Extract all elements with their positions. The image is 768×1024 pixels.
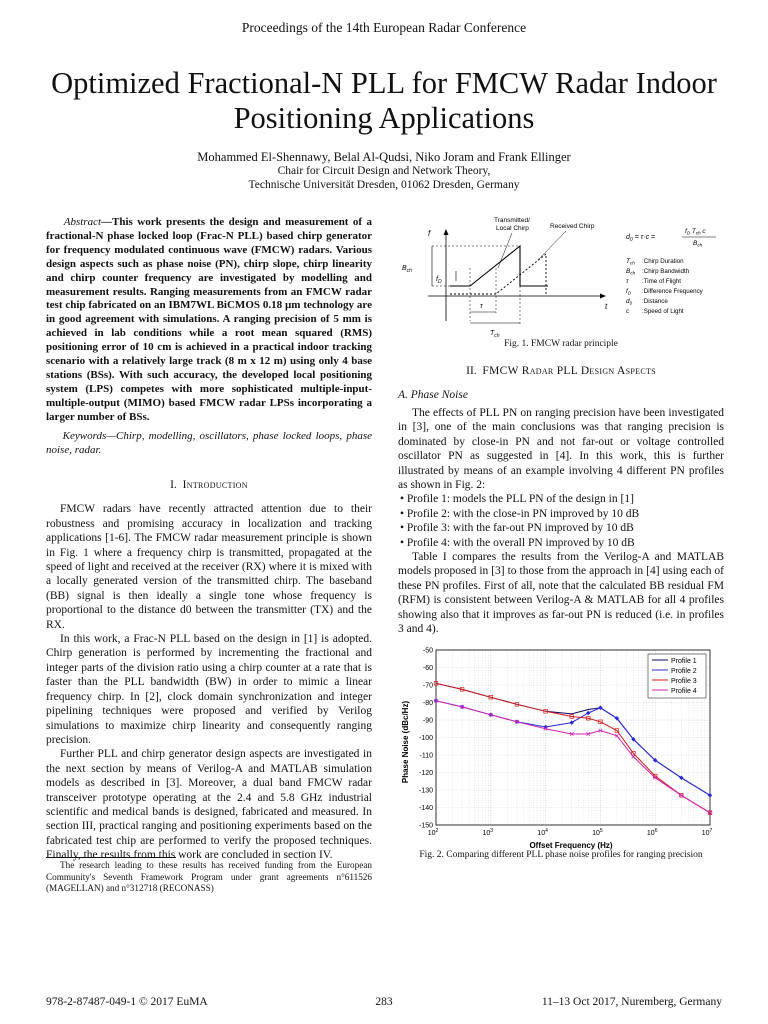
footnote: The research leading to these results has received funding from the European Community's Seventh Framework Program under grant agreements n°611526 (MAGELLAN) and n°312718 (RECONASS) — [46, 860, 372, 894]
fig1-equation: $d_0 = \tau\cdot c$ = — [626, 234, 656, 243]
fig1-y-arrow — [444, 229, 449, 235]
footer-isbn: 978-2-87487-049-1 © 2017 EuMA — [46, 996, 208, 1008]
footer-page-number: 283 — [375, 996, 393, 1008]
fig1-legend — [626, 258, 704, 315]
list-item: • Profile 1: models the PLL PN of the design in [1] — [400, 493, 634, 506]
chart-legend-entry: Profile 4 — [671, 688, 697, 695]
phase-noise-chart — [398, 642, 724, 852]
chart-series-line-3 — [436, 683, 710, 813]
pn-paragraph-2: Table I compares the results from the Verilog-A and MATLAB models proposed in [3] to those from the approach in [4] using each of these PN profiles. First of all, note that the calculated BB residual FM (RFM) is consistent between Verilog-A & MATLAB for all 4 profiles showing also that it improves as far-out PN is reduced (i.e. in profiles 3 and 4). — [398, 551, 724, 636]
fig1-legend-text: :Chirp Duration — [642, 258, 684, 265]
fig1-legend-text: :Distance — [642, 298, 668, 305]
chart-y-tick-label: -150 — [418, 822, 433, 830]
fig1-legend-symbol: $B_{ch}$ — [626, 268, 636, 276]
chart-point — [586, 711, 590, 715]
chart-series-line-1 — [436, 683, 710, 795]
chart-y-tick-label: -80 — [422, 700, 433, 707]
subsection-phase-noise: A. Phase Noise — [398, 389, 468, 401]
fig1-x-arrow — [600, 294, 606, 299]
fig1-tau-label: τ — [480, 303, 483, 310]
fig1-tx-label-2: Local Chirp — [496, 225, 529, 232]
paper-authors: Mohammed El-Shennawy, Belal Al-Qudsi, Niko Joram and Frank Ellinger — [197, 150, 571, 164]
fig1-legend-symbol: $d_0$ — [626, 298, 633, 306]
chart-x-tick-label: $10^4$ — [537, 828, 548, 837]
chart-y-tick-label: -50 — [422, 647, 433, 655]
footer-date: 11–13 Oct 2017, Nuremberg, Germany — [541, 996, 722, 1008]
footnote-rule — [46, 857, 176, 858]
chart-y-tick-label: -100 — [418, 735, 433, 742]
chart-y-tick-label: -70 — [422, 682, 433, 690]
fig1-axis-f: f — [428, 229, 431, 238]
fig1-tch-label: $T_{ch}$ — [490, 330, 500, 339]
intro-paragraph-2: In this work, a Frac-N PLL based on the design in [1] is adopted. Chirp generation is performed by incrementing the fractional and integer parts of the division ratio using a chirp counter at a rate that is faster than the PLL bandwidth (BW) in order to mimic a linear frequency chirp. In [2], clock domain synchronization and integer pipelining techniques were proposed and verified by Verilog simulations to maximize chirp linearity and consequently ranging precision. — [46, 633, 372, 746]
fig2-caption: Fig. 2. Comparing different PLL phase noise profiles for ranging precision — [419, 850, 703, 860]
fig1-legend-text: :Time of Flight — [642, 278, 681, 285]
chart-y-axis-label: Phase Noise (dBc/Hz) — [401, 700, 410, 784]
fig1-legend-symbol: $T_{ch}$ — [626, 258, 635, 266]
fig1-tx-pointer — [498, 233, 512, 268]
affiliation-line-2: Technische Universität Dresden, 01062 Dresden, Germany — [248, 179, 520, 191]
fig1-caption: Fig. 1. FMCW radar principle — [504, 339, 618, 349]
chart-point — [570, 720, 574, 724]
abstract-text: —This work presents the design and measurement of a fractional-N phase locked loop (Frac-N PLL) based chirp generator for frequency modulated continuous wave (FMCW) radars. Various design aspects such as phase noise (PN), chirp slope, chirp linearity and chirp counter frequency are investigated by modelling and measurement results. Ranging measurements from an FMCW radar test chip fabricated on an IBM7WL BiCMOS 0.18 µm technology are in good agreement with simulations. A ranging precision of 5 mm is achieved in lab conditions while a root mean squared (RMS) positioning error of 10 cm is achieved in a practical indoor tracking scenario with a relatively large track (8 m x 12 m) using only 4 base stations (BSs). With such accuracy, the developed local positioning system (LPS) competes with more sophisticated multiple-input-multiple-output (MIMO) based FMCW radar LPSs incorporating a larger number of BSs. — [46, 216, 373, 423]
chart-series-line-4 — [436, 701, 710, 813]
pn-profile-list — [398, 492, 724, 550]
chart-legend-entry: Profile 1 — [671, 658, 697, 665]
paper-title: Optimized Fractional-N PLL for FMCW Radar Indoor Positioning Applications — [51, 66, 717, 135]
fig1-legend-symbol: τ — [626, 278, 629, 285]
fig1-legend-text: :Difference Frequency — [642, 288, 703, 295]
keywords-label: Keywords — [62, 430, 107, 442]
fig1-legend-symbol: c — [626, 308, 630, 315]
keywords — [46, 430, 372, 458]
fig1-legend-symbol: $f_D$ — [626, 288, 632, 296]
intro-paragraph-1: FMCW radars have recently attracted attention due to their robustness and promising accuracy in localization and tracking applications [1-6]. The FMCW radar measurement principle is shown in Fig. 1 where a frequency chirp is transmitted, propagated at the speed of light and received at the receiver (RX) where it is mixed with a locally generated version of the transmitted chirp. The baseband (BB) signal is then ideally a single tone whose frequency is proportional to the distance d0 between the transmitter (TX) and the RX. — [46, 503, 372, 631]
received-chirp-line — [450, 254, 546, 294]
paper-affiliation — [0, 164, 768, 192]
fig1-equation-denominator: $B_{ch}$ — [693, 240, 703, 248]
chart-legend-entry: Profile 2 — [671, 668, 697, 675]
fig1-legend-text: :Speed of Light — [642, 308, 684, 315]
chart-x-tick-label: $10^7$ — [701, 828, 713, 837]
introduction-section — [46, 478, 372, 863]
abstract-label: Abstract — [63, 216, 102, 228]
fig1-rx-label: Received Chirp — [550, 223, 595, 230]
chart-x-tick-label: $10^6$ — [646, 828, 658, 837]
phase-noise-section — [398, 406, 724, 637]
keywords-text: —Chirp, modelling, oscillators, phase locked loops, phase noise, radar. — [46, 430, 372, 456]
fig1-rx-pointer — [538, 231, 566, 260]
chart-point — [680, 793, 684, 797]
chart-y-tick-label: -130 — [418, 787, 433, 795]
fig1-equation-numerator: $f_D$ $T_{ch}$ c — [685, 228, 706, 236]
list-item: • Profile 2: with the close-in PN improved by 10 dB — [400, 507, 640, 520]
fmcw-principle-figure — [398, 213, 724, 351]
fig1-legend-text: :Chirp Bandwidth — [642, 268, 690, 275]
chart-y-tick-label: -60 — [422, 665, 433, 672]
pn-paragraph-1: The effects of PLL PN on ranging precision have been investigated in [3], one of the main conclusions was that ranging precision is dominated by close-in PN and not far-out or voltage controlled oscillator PN as suggested in [4]. In this work, this is further illustrated by means of an example involving 4 different PN profiles as shown in Fig. 2: — [398, 407, 724, 492]
fig1-tx-label: Transmitted/ — [494, 217, 530, 224]
chart-legend-entry: Profile 3 — [671, 678, 697, 685]
fig1-bw-label: $B_{ch}$ — [402, 265, 412, 274]
chart-x-axis-label: Offset Frequency (Hz) — [529, 841, 613, 850]
chart-y-tick-label: -120 — [418, 770, 433, 777]
chart-y-tick-label: -110 — [419, 752, 433, 760]
section-heading-introduction: I. Introduction — [170, 479, 248, 491]
affiliation-line-1: Chair for Circuit Design and Network Theory, — [277, 165, 491, 177]
abstract — [46, 216, 372, 425]
chart-y-tick-label: -140 — [418, 805, 433, 812]
chart-x-tick-label: $10^5$ — [592, 828, 603, 837]
list-item: • Profile 4: with the overall PN improved by 10 dB — [400, 536, 635, 549]
conference-header: Proceedings of the 14th European Radar Conference — [241, 20, 527, 35]
intro-paragraph-3: Further PLL and chirp generator design aspects are investigated in the next section by means of Verilog-A and MATLAB simulation models as described in [3]. Moreover, a dual band FMCW radar transceiver prototype operating at the 2.4 and 5.8 GHz industrial scientific and medical bands is designed, fabricated and measured. In section III, practical ranging and positioning experiments based on the fabricated test chip are performed to verify the proposed techniques. Finally, the results from this work are concluded in section IV. — [46, 748, 372, 862]
fig1-axis-t: t — [605, 302, 608, 311]
list-item: • Profile 3: with the far-out PN improved by 10 dB — [400, 522, 634, 535]
chart-x-tick-label: $10^3$ — [482, 828, 494, 837]
chart-point — [708, 793, 712, 797]
chart-x-tick-label: $10^2$ — [427, 828, 439, 837]
section-heading-pll-design: II. FMCW Radar PLL Design Aspects — [466, 365, 656, 377]
fig1-fd-label: $f_D$ — [436, 276, 442, 285]
chart-y-tick-label: -90 — [422, 717, 433, 725]
